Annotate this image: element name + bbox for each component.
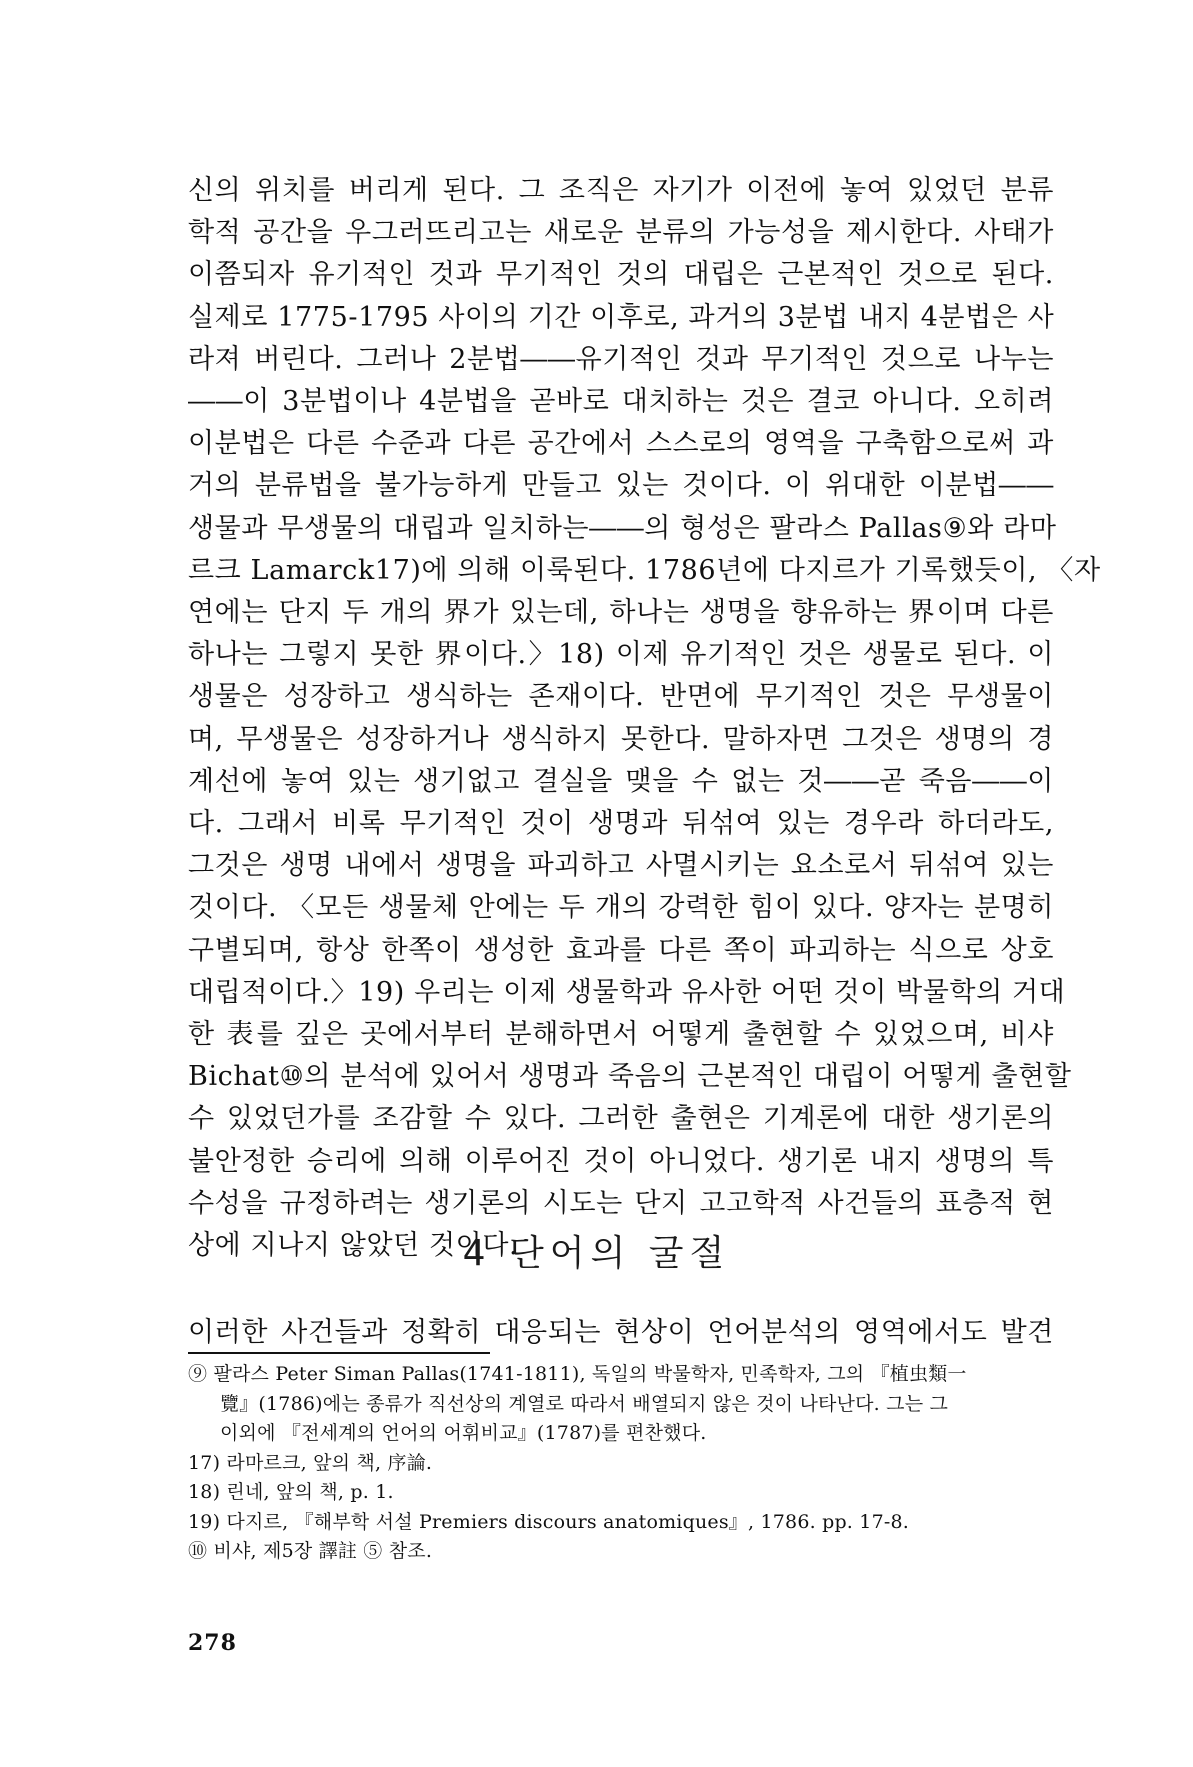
- body-line: 이쯤되자 유기적인 것과 무기적인 것의 대립은 근본적인 것으로 된다.: [188, 259, 1054, 291]
- body-line: 것이다. 〈모든 생물체 안에는 두 개의 강력한 힘이 있다. 양자는 분명히: [188, 892, 1054, 924]
- body-line: 상에 지나지 않았던 것이다.: [188, 1230, 519, 1262]
- page-number: 278: [188, 1630, 237, 1656]
- body-line: 한 表를 깊은 곳에서부터 분해하면서 어떻게 출현할 수 있었으며, 비샤: [188, 1019, 1054, 1051]
- body-line: 계선에 놓여 있는 생기없고 결실을 맺을 수 없는 것――곧 죽음――이: [188, 765, 1054, 797]
- footnote-bichat: ⑩ 비샤, 제5장 譯註 ⑤ 참조.: [188, 1540, 433, 1562]
- body-line: Bichat⑩의 분석에 있어서 생명과 죽음의 근본적인 대립이 어떻게 출현할: [188, 1061, 1072, 1093]
- section-heading: 4 단어의 굴절: [462, 1233, 731, 1274]
- body-text: [188, 170, 1101, 1267]
- body-line: 이러한 사건들과 정확히 대응되는 현상이 언어분석의 영역에서도 발견: [188, 1317, 1054, 1348]
- body-line: 며, 무생물은 성장하거나 생식하지 못한다. 말하자면 그것은 생명의 경: [188, 723, 1054, 755]
- body-line: 연에는 단지 두 개의 界가 있는데, 하나는 생명을 향유하는 界이며 다른: [188, 597, 1054, 629]
- body-line: 이분법은 다른 수준과 다른 공간에서 스스로의 영역을 구축함으로써 과: [188, 428, 1054, 460]
- body-line: 다. 그래서 비록 무기적인 것이 생명과 뒤섞여 있는 경우라 하더라도,: [188, 808, 1054, 840]
- body-line: 실제로 1775-1795 사이의 기간 이후로, 과거의 3분법 내지 4분법은 사: [188, 301, 1055, 333]
- body-line: 거의 분류법을 불가능하게 만들고 있는 것이다. 이 위대한 이분법――: [188, 470, 1054, 502]
- footnote-divider: [188, 1352, 490, 1354]
- footnote-pallas-continued: 覽』(1786)에는 종류가 직선상의 계열로 따라서 배열되지 않은 것이 나타난다. 그는 그: [220, 1392, 949, 1415]
- section-first-paragraph: [188, 1312, 1054, 1354]
- body-line: 수성을 규정하려는 생기론의 시도는 단지 고고학적 사건들의 표층적 현: [188, 1187, 1054, 1219]
- footnote-17: 17) 라마르크, 앞의 책, 序論.: [188, 1451, 433, 1474]
- body-line: 르크 Lamarck17)에 의해 이룩된다. 1786년에 다지르가 기록했듯이, 〈자: [188, 554, 1101, 586]
- body-line: ――이 3분법이나 4분법을 곧바로 대치하는 것은 결코 아니다. 오히려: [188, 386, 1054, 418]
- body-line: 대립적이다.〉19) 우리는 이제 생물학과 유사한 어떤 것이 박물학의 거대: [188, 976, 1066, 1008]
- body-line: 구별되며, 항상 한쪽이 생성한 효과를 다른 쪽이 파괴하는 식으로 상호: [188, 934, 1054, 966]
- footnote-pallas-continued: 이외에 『전세계의 언어의 어휘비교』(1787)를 편찬했다.: [220, 1422, 707, 1444]
- body-line: 하나는 그렇지 못한 界이다.〉18) 이제 유기적인 것은 생물로 된다. 이: [188, 639, 1054, 671]
- body-line: 수 있었던가를 조감할 수 있다. 그러한 출현은 기계론에 대한 생기론의: [188, 1103, 1054, 1135]
- footnote-19: 19) 다지르, 『해부학 서설 Premiers discours anatomiques』, 1786. pp. 17-8.: [188, 1510, 910, 1533]
- footnote-18: 18) 린네, 앞의 책, p. 1.: [188, 1481, 394, 1503]
- body-line: 학적 공간을 우그러뜨리고는 새로운 분류의 가능성을 제시한다. 사태가: [188, 217, 1054, 249]
- footnote-pallas: ⑨ 팔라스 Peter Siman Pallas(1741-1811), 독일의 박물학자, 민족학자, 그의 『植虫類一: [188, 1363, 967, 1385]
- body-line: 라져 버린다. 그러나 2분법――유기적인 것과 무기적인 것으로 나누는: [188, 343, 1054, 375]
- footnotes: [188, 1360, 1054, 1567]
- body-line: 불안정한 승리에 의해 이루어진 것이 아니었다. 생기론 내지 생명의 특: [188, 1145, 1054, 1177]
- body-line: 생물은 성장하고 생식하는 존재이다. 반면에 무기적인 것은 무생물이: [188, 681, 1054, 713]
- body-line: 생물과 무생물의 대립과 일치하는――의 형성은 팔라스 Pallas⑨와 라마: [188, 512, 1057, 544]
- body-line: 그것은 생명 내에서 생명을 파괴하고 사멸시키는 요소로서 뒤섞여 있는: [188, 850, 1054, 882]
- body-line: 신의 위치를 버리게 된다. 그 조직은 자기가 이전에 놓여 있었던 분류: [188, 175, 1054, 206]
